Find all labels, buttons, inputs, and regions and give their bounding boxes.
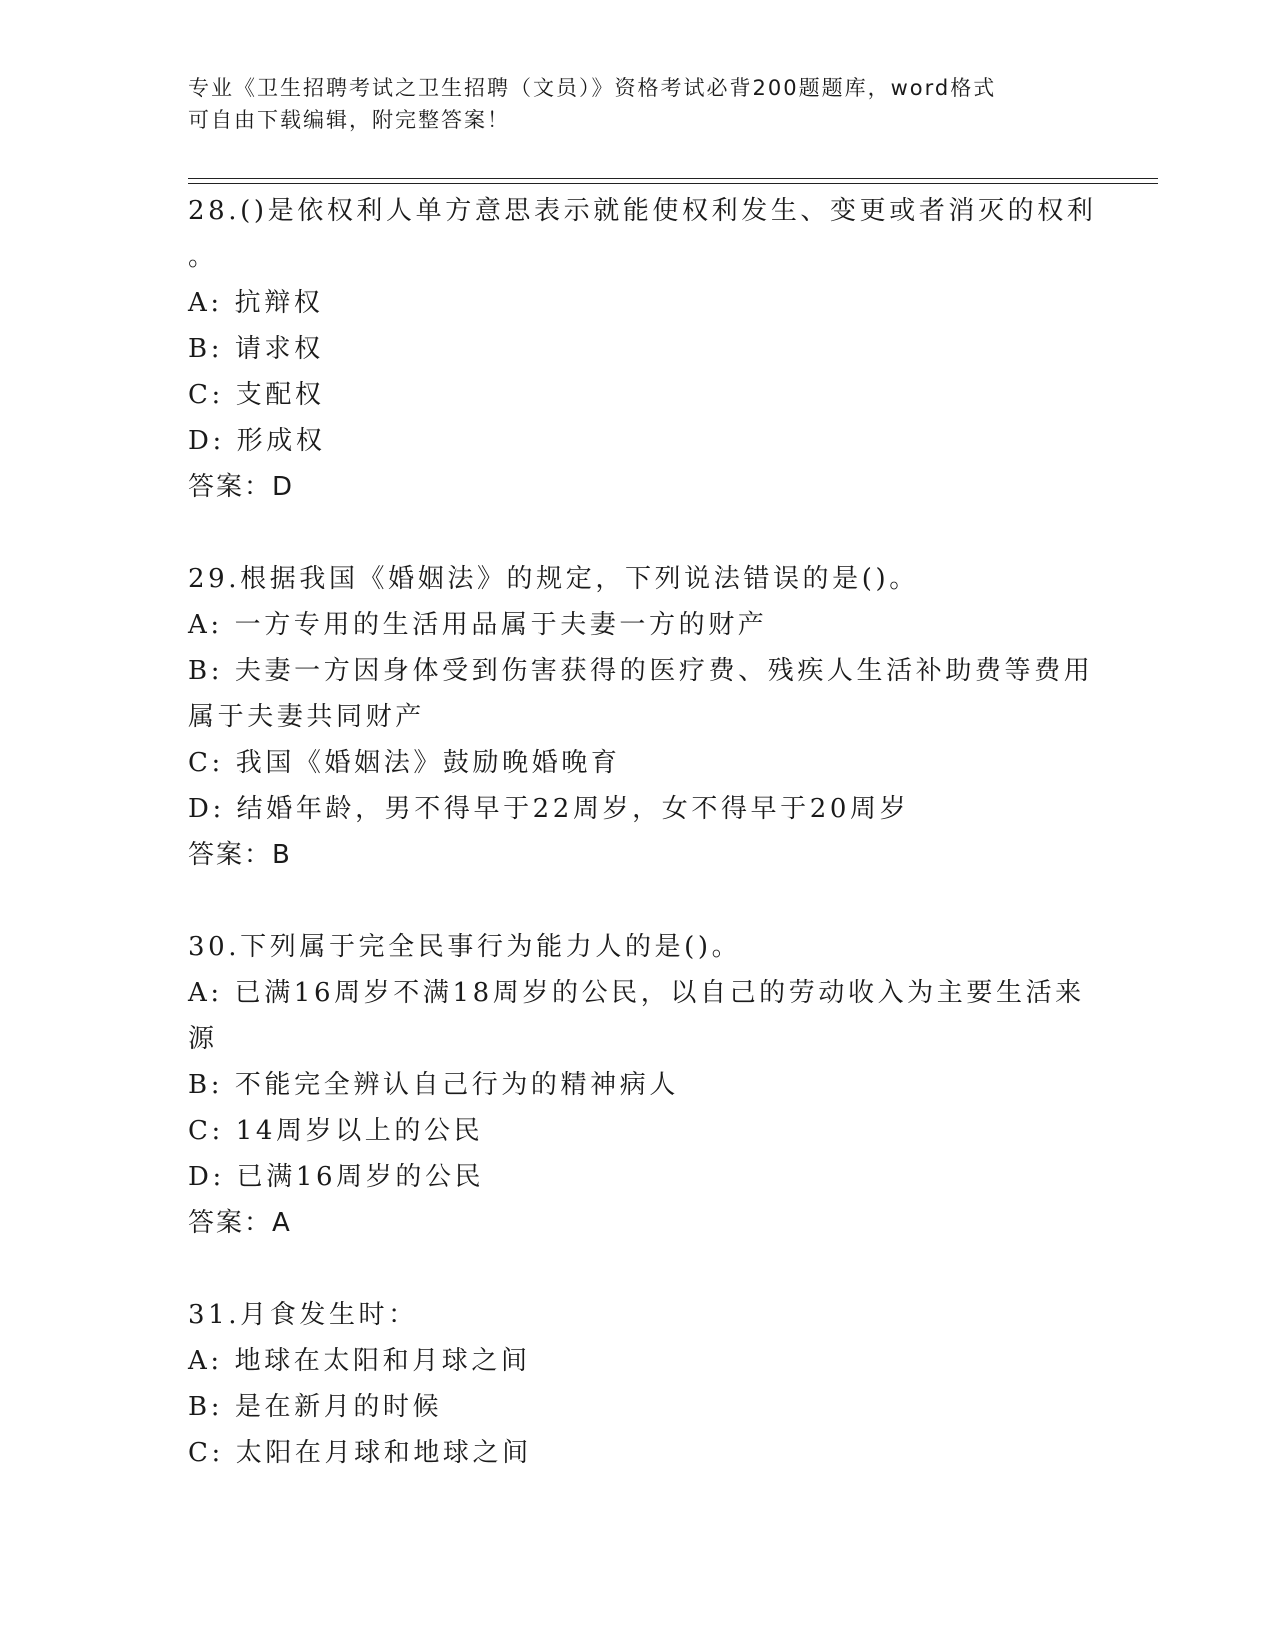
option-d: D: 已满16周岁的公民: [188, 1162, 485, 1192]
header-divider-bottom: [188, 183, 1158, 184]
option-a-continuation: 源: [188, 1024, 218, 1054]
option-b: B: 不能完全辨认自己行为的精神病人: [188, 1070, 679, 1100]
answer: 答案：A: [188, 1208, 292, 1238]
question-30: [188, 924, 1088, 1246]
header-line-2: 可自由下载编辑，附完整答案！: [188, 108, 510, 132]
question-stem-continuation: 。: [188, 242, 218, 272]
option-c: C: 我国《婚姻法》鼓励晚婚晚育: [188, 748, 621, 778]
option-a: A: 已满16周岁不满18周岁的公民，以自己的劳动收入为主要生活来: [188, 978, 1085, 1008]
option-d: D: 形成权: [188, 426, 326, 456]
question-list: [188, 188, 1097, 1476]
question-stem: 31.月食发生时：: [188, 1300, 418, 1330]
option-a: A: 一方专用的生活用品属于夫妻一方的财产: [188, 610, 768, 640]
question-29: [188, 556, 1094, 878]
option-c: C: 太阳在月球和地球之间: [188, 1438, 532, 1468]
option-b-continuation: 属于夫妻共同财产: [188, 702, 425, 732]
question-stem: 30.下列属于完全民事行为能力人的是()。: [188, 932, 742, 962]
question-28: [188, 188, 1097, 510]
answer: 答案：B: [188, 840, 292, 870]
header-line-1: 专业《卫生招聘考试之卫生招聘（文员）》资格考试必背200题题库，word格式: [188, 76, 997, 100]
option-a: A: 地球在太阳和月球之间: [188, 1346, 531, 1376]
question-stem: 29.根据我国《婚姻法》的规定，下列说法错误的是()。: [188, 564, 919, 594]
question-31: [188, 1292, 1088, 1476]
option-b: B: 请求权: [188, 334, 324, 364]
answer: 答案：D: [188, 472, 295, 502]
option-c: C: 支配权: [188, 380, 325, 410]
option-b: B: 是在新月的时候: [188, 1392, 443, 1422]
header-divider-top: [188, 178, 1158, 179]
option-d: D: 结婚年龄，男不得早于22周岁，女不得早于20周岁: [188, 794, 910, 824]
question-stem: 28.()是依权利人单方意思表示就能使权利发生、变更或者消灭的权利: [188, 196, 1097, 226]
option-b: B: 夫妻一方因身体受到伤害获得的医疗费、残疾人生活补助费等费用: [188, 656, 1094, 686]
option-c: C: 14周岁以上的公民: [188, 1116, 484, 1146]
option-a: A: 抗辩权: [188, 288, 324, 318]
document-header: [188, 72, 1068, 136]
